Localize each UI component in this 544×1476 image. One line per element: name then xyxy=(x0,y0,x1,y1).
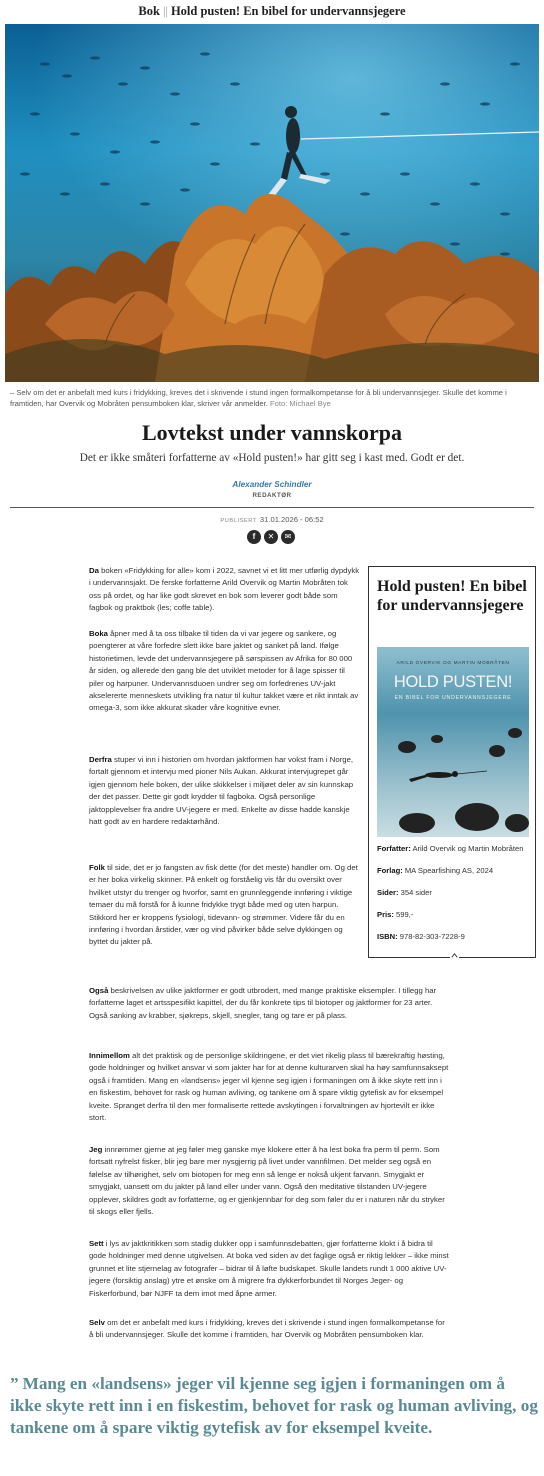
paragraph xyxy=(89,1144,451,1218)
divider xyxy=(10,507,534,508)
paragraph-lead: Også xyxy=(89,986,109,995)
article-headline: Lovtekst under vannskorpa xyxy=(142,420,402,445)
book-factbox xyxy=(368,566,536,958)
fact-label: Forfatter: xyxy=(377,844,411,853)
fact-value: MA Spearfishing AS, 2024 xyxy=(402,866,494,875)
hero-image xyxy=(5,24,539,382)
cover-title: HOLD PUSTEN! xyxy=(393,673,513,691)
collapse-chevron-icon[interactable] xyxy=(450,951,459,960)
x-icon[interactable]: ✕ xyxy=(264,530,278,544)
paragraph-text: innrømmer gjerne at jeg føler meg ganske mye klokere etter å ha lest boka fra perm til perm. Som fortsatt nyfrelst fisker, blir jeg bare mer nysgjerrig på livet under vannfilmen. Det melder seg også en følelse av tilhørighet, selv om biotopen for meg enn så lenge er nokså ukjent farvann. Smygjakt er smygjakt, uansett om du jakter på land eller under vann. Også den meditative tilstanden UV-jegere opplever, skildres godt av forfatterne, og er gjenkjennbar for deg som føler du er i naturen når du stryker til skogs eller fjells. xyxy=(89,1145,445,1217)
fact-value: Arild Overvik og Martin Mobråten xyxy=(410,844,524,853)
section-separator: || xyxy=(162,4,168,18)
fact-value: 354 sider xyxy=(398,888,432,897)
paragraph-text: i lys av jaktkritikken som stadig dukker opp i samfunnsdebatten, gjør forfatterne klokt i å bidra til gode holdninger med denne utgivelsen. At boka ved siden av det faglige også er riktig lekker – ikke minst grunnet et lite stjernelag av fotografer – bidrar til å løfte budskapet. Skulle landets rundt 1 000 aktive UV-jegere (forsiktig anslag) ytre et ønske om å migrere fra dykkerforbundet til Norges Jeger- og Fiskerforbund, bør NJFF ta dem imot med åpne armer. xyxy=(89,1239,449,1298)
fact-label: Forlag: xyxy=(377,866,403,875)
paragraph xyxy=(89,1317,451,1342)
article-body-4 xyxy=(89,862,361,949)
book-facts xyxy=(377,843,529,953)
fact-label: Pris: xyxy=(377,910,394,919)
cover-authors: ARILD OVERVIK OG MARTIN MOBRÅTEN xyxy=(396,661,510,666)
section-title: Hold pusten! En bibel for undervannsjegere xyxy=(170,4,406,18)
paragraph xyxy=(89,862,361,949)
article-body-8 xyxy=(89,1238,451,1300)
article-body-2 xyxy=(89,628,361,715)
paragraph xyxy=(89,565,361,615)
paragraph xyxy=(89,985,451,1022)
quote-mark-icon: ” xyxy=(10,1374,19,1393)
share-bar xyxy=(247,530,295,544)
article-body-7 xyxy=(89,1144,451,1218)
article-body-9 xyxy=(89,1317,451,1342)
paragraph-lead: Sett xyxy=(89,1239,104,1248)
pull-quote xyxy=(10,1373,538,1438)
fact-value: 978-82-303-7228-9 xyxy=(397,932,465,941)
paragraph-lead: Folk xyxy=(89,863,105,872)
article-body-5 xyxy=(89,985,451,1022)
fact-price xyxy=(377,909,529,920)
published-date: 31.01.2026 - 06:52 xyxy=(259,515,324,524)
paragraph-lead: Boka xyxy=(89,629,108,638)
paragraph xyxy=(89,628,361,715)
paragraph-text: boken «Fridykking for alle» kom i 2022, savnet vi et litt mer utførlig dypdykk i undervannsjakt. De ferske forfatterne Arild Overvik og Martin Mobråten tok oss på ordet, og har like godt skrevet en bok som leverer godt både som fagbok og praktbok (les; coffe table). xyxy=(89,566,360,613)
caption-text: – Selv om det er anbefalt med kurs i fridykking, kreves det i skrivende i stund ingen formalkompetanse for å bli undervannsjeger. Skulle det komme i framtiden, har Overvik og Mobråten pensumboken klar, skriver vår anmelder. xyxy=(10,388,507,408)
facebook-icon[interactable]: f xyxy=(247,530,261,544)
published-label: PUBLISERT xyxy=(220,518,257,524)
article-body-3 xyxy=(89,754,361,828)
paragraph xyxy=(89,1050,451,1124)
fact-isbn xyxy=(377,931,529,942)
paragraph-text: åpner med å ta oss tilbake til tiden da vi var jegere og sankere, og poengterer at våre forfedre slett ikke bare jaktet og sanket på land. Ifølge historietimen, levde det undervannsjegere på sørspissen av Afrika for 80 000 år siden, og allerede den gang ble det utviklet metoder for å lage spisser til piler og harpuner. Undervannsduoen undrer seg om forfedrenes UV-jakt akselererte menneskets utvikling fra natur til kultur takket være et rikt inntak av omega-3, som ikke akkurat skader våre kognitive evner. xyxy=(89,629,359,713)
paragraph-text: stuper vi inn i historien om hvordan jaktformen har vokst fram i Norge, fortalt gjennom et intervju med pioner Nils Aukan. Akkurat intervjugrepet går igjen gjennom hele boken, der ulike skikkelser i miljøet deler av sin kunnskap der det passer. Dette gir godt krydder til fagboka. Også personlige jaktopplevelser fra andre UV-jegere er med. Enkelte av disse hadde kanskje hatt godt av en hardere redaktørhånd. xyxy=(89,755,354,827)
paragraph-lead: Derfra xyxy=(89,755,112,764)
paragraph xyxy=(89,1238,451,1300)
article-body-1 xyxy=(89,565,361,622)
paragraph xyxy=(89,754,361,828)
hero-caption xyxy=(10,387,534,409)
email-icon[interactable]: ✉ xyxy=(281,530,295,544)
paragraph-lead: Jeg xyxy=(89,1145,103,1154)
photo-credit: Foto: Michael Bye xyxy=(270,399,331,408)
author-role: REDAKTØR xyxy=(252,492,292,499)
fact-pages xyxy=(377,887,529,898)
paragraph-lead: Innimellom xyxy=(89,1051,130,1060)
published-info xyxy=(0,515,544,524)
book-cover xyxy=(377,647,529,837)
fact-value: 599,- xyxy=(393,910,414,919)
fact-publisher xyxy=(377,865,529,876)
paragraph-text: til side, det er jo fangsten av fisk dette (for det meste) handler om. Og det er her boka virkelig skinner. På enkelt og forståelig vis får du oversikt over hvilket utstyr du trenger og hvorfor, samt en grunnleggende innføring i viktige temaer du må forstå for å kunne fridykke trygt både med og uten harpun. Stikkord her er kroppens fysiologi, tidevann- og strømmer. Videre får du en innføring i hvordan årstider, vær og vind påvirker både selve dykkingen og byttet du jakter på. xyxy=(89,863,358,947)
article-body-6 xyxy=(89,1050,451,1124)
paragraph-text: om det er anbefalt med kurs i fridykking, kreves det i skrivende i stund ingen formalkompetanse for å bli undervannsjeger. Skulle det komme i framtiden, har Overvik og Mobråten pensumboken klar. xyxy=(89,1318,445,1340)
author-name[interactable]: Alexander Schindler xyxy=(232,480,312,489)
paragraph-lead: Selv xyxy=(89,1318,105,1327)
cover-subtitle: EN BIBEL FOR UNDERVANNSJEGERE xyxy=(394,695,512,701)
paragraph-text: beskrivelsen av ulike jaktformer er godt utbrodert, med mange praktiske eksempler. I tillegg har forfatterne laget et artsspesifikt kapittel, der du får konkrete tips til biotoper og jaktformer for 23 arter. Også sanking av krabber, sjøkreps, skjell, snegler, tang og tare er på plass. xyxy=(89,986,437,1020)
pull-quote-text: Mang en «landsens» jeger vil kjenne seg igjen i formaningen om å ikke skyte rett inn i en fiskestim, behovet for rask og human avliving, og tankene om å spare viktig gytefisk av for eksempel kveite. xyxy=(10,1374,538,1437)
section-header xyxy=(0,4,544,19)
factbox-title: Hold pusten! En bibel for undervannsjegere xyxy=(377,578,527,614)
fact-author xyxy=(377,843,529,854)
paragraph-text: alt det praktisk og de personlige skildringene, er det viet rikelig plass til bærekraftig høsting, gode holdninger og hvilket ansvar vi som jakter har for at denne kulturarven skal ha høy samfunnsaksept også i framtiden. Mang en «landsens» jeger vil kjenne seg igjen i formaningen om å ikke skyte rett inn i en fiskestim, behovet for rask og human avliving, og tankene om å spare viktig gytefisk av for eksempel kveite. Spranget derfra til den mer formaliserte rettede avskytingen i forvaltningen av hjortevilt er ikke stort. xyxy=(89,1051,449,1123)
section-label: Bok xyxy=(138,4,160,18)
paragraph-lead: Da xyxy=(89,566,99,575)
article-lead: Det er ikke småteri forfatterne av «Hold pusten!» har gitt seg i kast med. Godt er det. xyxy=(79,452,465,464)
fact-label: Sider: xyxy=(377,888,399,897)
fact-label: ISBN: xyxy=(377,932,398,941)
